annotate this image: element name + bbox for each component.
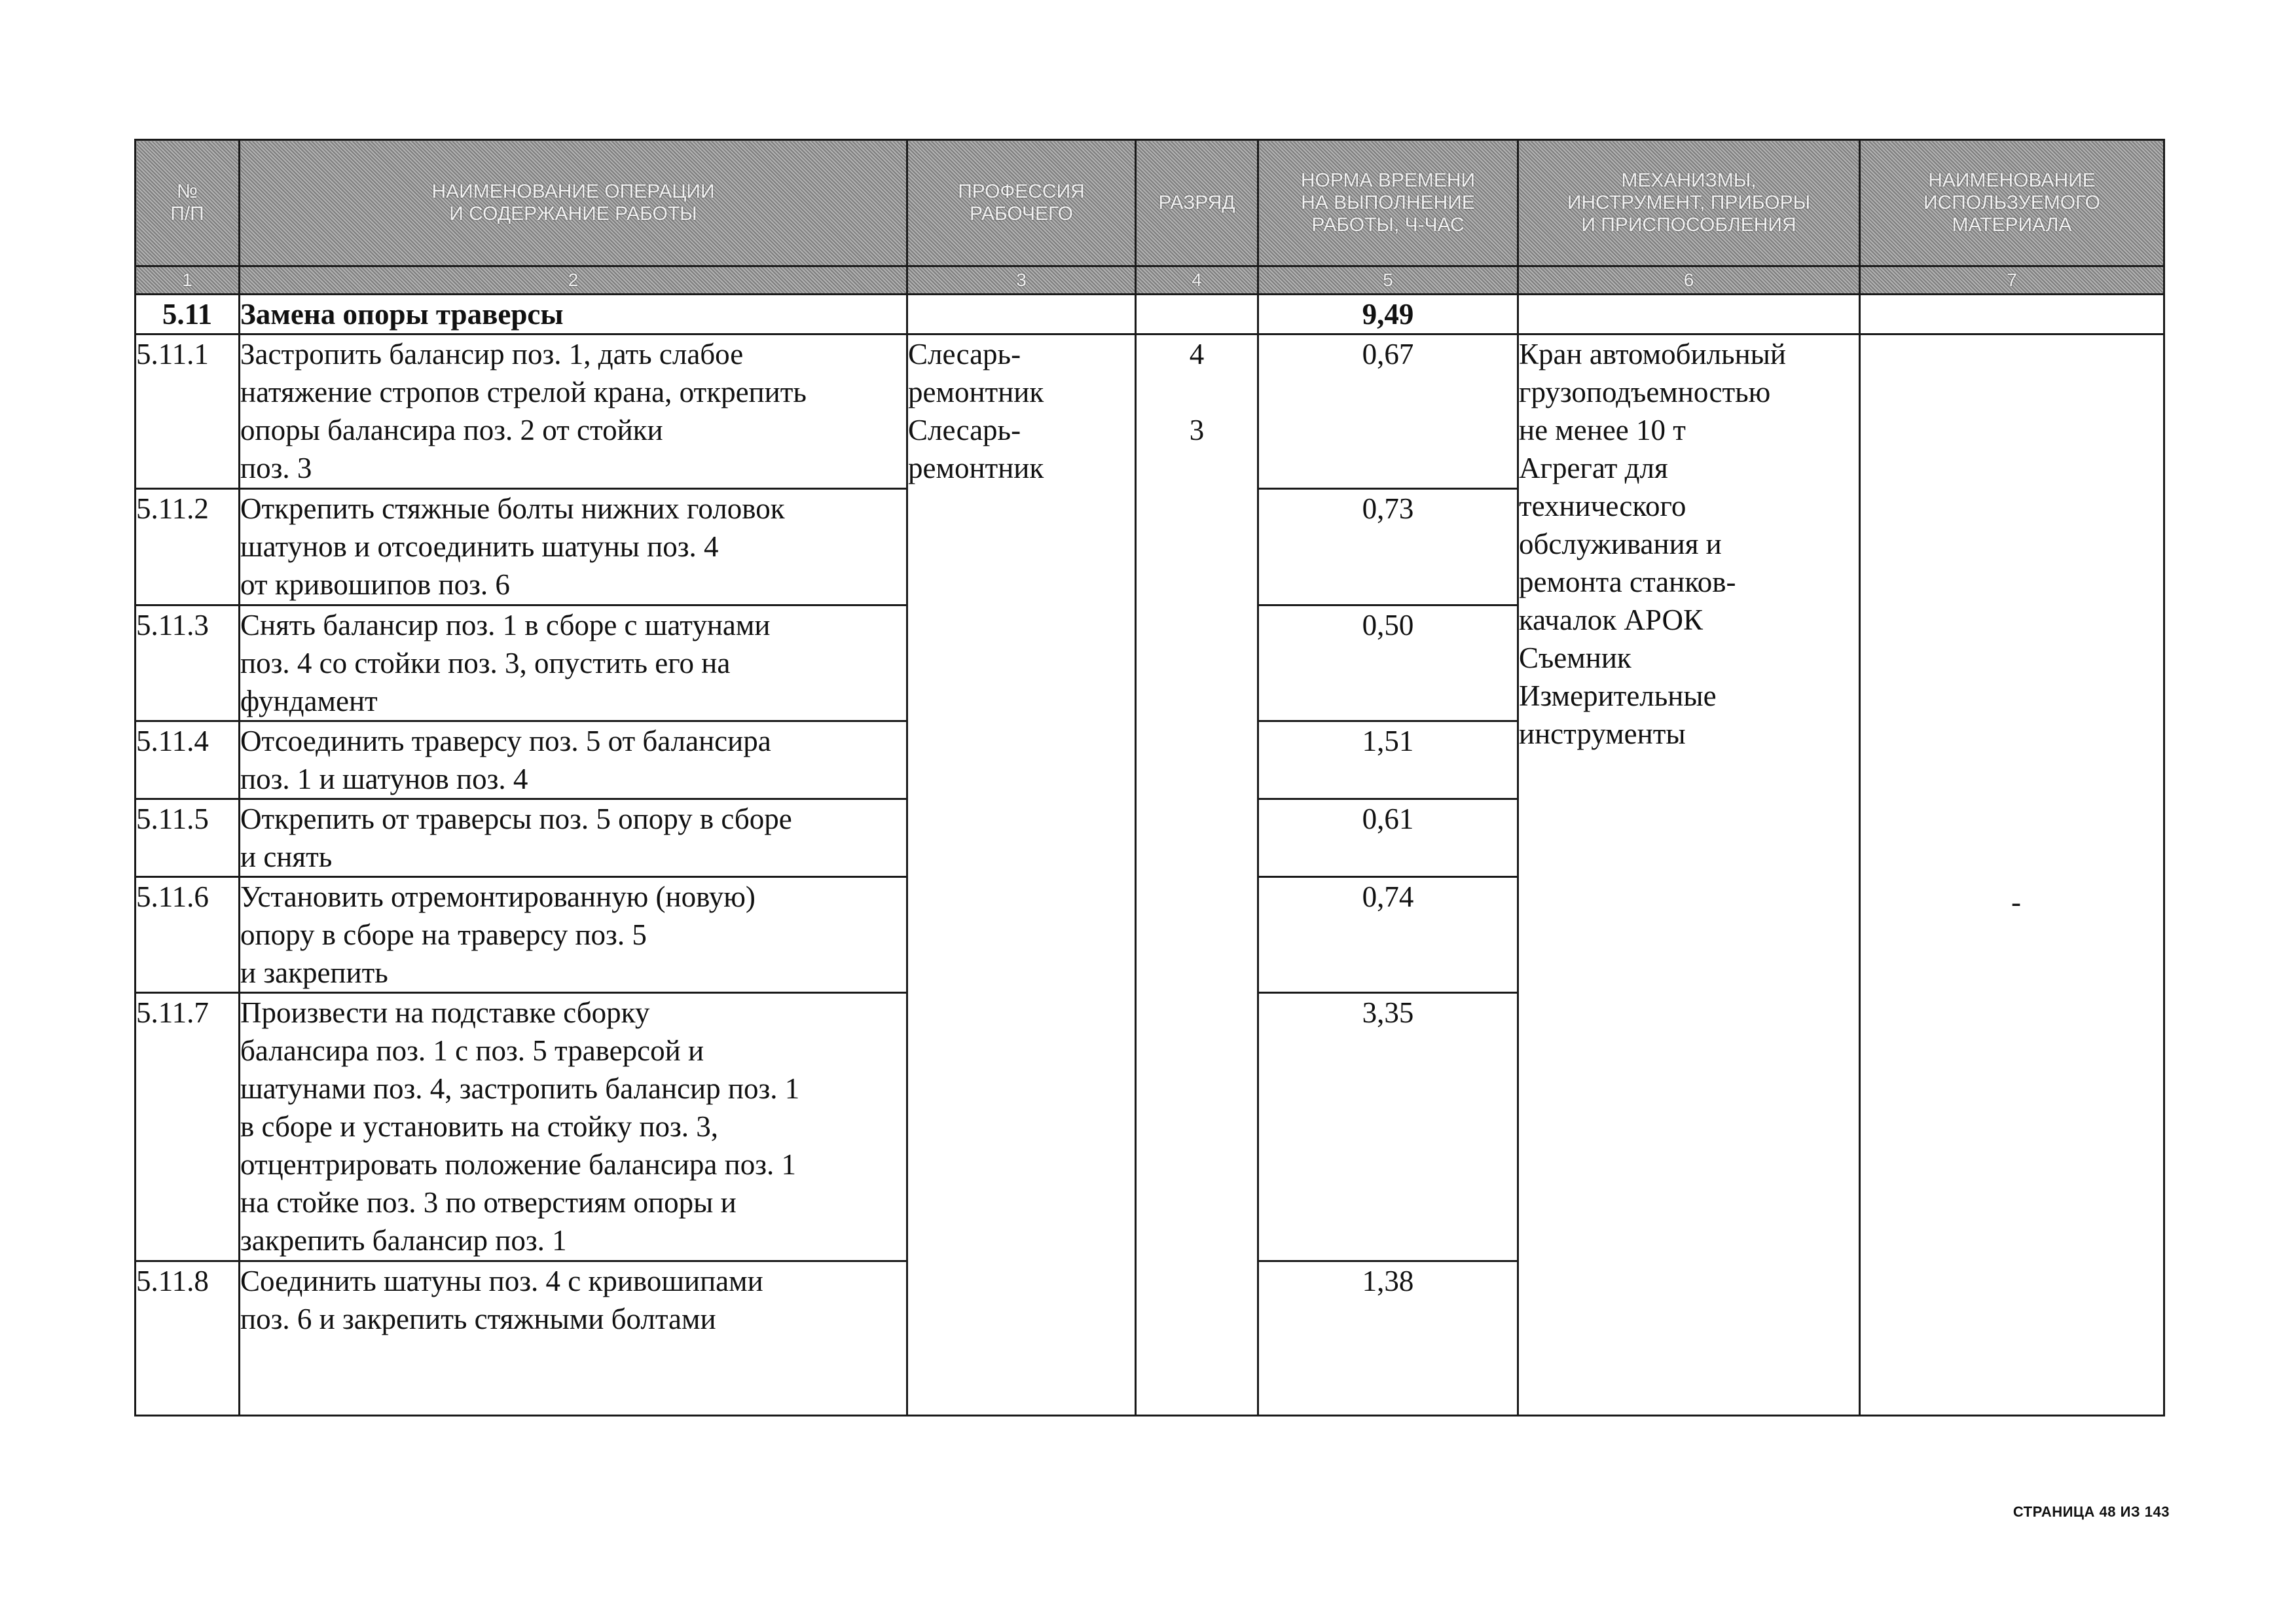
row-id: 5.11.2: [136, 489, 240, 605]
header-label: НОРМА ВРЕМЕНИ НА ВЫПОЛНЕНИЕ РАБОТЫ, Ч-ЧАС: [1300, 170, 1476, 236]
row-text: Произвести на подставке сборку балансира поз. 1 с поз. 5 траверсой и шатунами поз. 4, застропить балансир поз. 1 в сборе и установить на стойку поз. 3, отцентрировать положение балансира поз. 1 на стойке поз. 3 по отверстиям опоры и закрепить балансир поз. 1: [240, 993, 907, 1261]
row-id: 5.11.4: [136, 721, 240, 799]
row-id: 5.11.3: [136, 605, 240, 721]
row-text: Застропить балансир поз. 1, дать слабое натяжение стропов стрелой крана, открепить опоры балансира поз. 2 от стойки поз. 3: [240, 334, 907, 489]
row-norm: 3,35: [1258, 993, 1518, 1261]
header-number: [136, 140, 240, 266]
header-material: [1860, 140, 2164, 266]
row-id: 5.11.7: [136, 993, 240, 1261]
row-norm: 0,67: [1258, 334, 1518, 489]
section-norm: 9,49: [1258, 295, 1518, 334]
header-label: НАИМЕНОВАНИЕ ИСПОЛЬЗУЕМОГО МАТЕРИАЛА: [1923, 170, 2100, 236]
header-operation: [240, 140, 907, 266]
section-id: 5.11: [136, 295, 240, 334]
header-norm: [1258, 140, 1518, 266]
row-id: 5.11.5: [136, 799, 240, 877]
column-number-row: [136, 266, 2164, 295]
header-label: № П/П: [170, 181, 204, 225]
row-norm: 0,61: [1258, 799, 1518, 877]
row-text: Соединить шатуны поз. 4 с кривошипами поз. 6 и закрепить стяжными болтами: [240, 1261, 907, 1416]
column-number: 3: [907, 266, 1136, 295]
row-text: Открепить от траверсы поз. 5 опору в сборе и снять: [240, 799, 907, 877]
row-id: 5.11.1: [136, 334, 240, 489]
header-label: ПРОФЕССИЯ РАБОЧЕГО: [958, 181, 1085, 225]
row-norm: 1,51: [1258, 721, 1518, 799]
material-cell: [1860, 334, 2164, 1416]
section-material-empty: [1860, 295, 2164, 334]
material-value: -: [2011, 886, 2021, 918]
row-id: 5.11.6: [136, 877, 240, 993]
mechanisms-cell: Кран автомобильный грузоподъемностью не менее 10 т Агрегат для технического обслуживания и ремонта станков- качалок АРОК Съемник Измерительные инструменты: [1518, 334, 1860, 1416]
section-grade-empty: [1136, 295, 1258, 334]
header-label: НАИМЕНОВАНИЕ ОПЕРАЦИИ И СОДЕРЖАНИЕ РАБОТЫ: [431, 181, 715, 225]
header-grade: [1136, 140, 1258, 266]
row-norm: 0,73: [1258, 489, 1518, 605]
section-row: [136, 295, 2164, 334]
operations-table: [134, 139, 2165, 1416]
row-norm: 1,38: [1258, 1261, 1518, 1416]
section-title: Замена опоры траверсы: [240, 295, 907, 334]
column-number: 7: [1860, 266, 2164, 295]
row-text: Снять балансир поз. 1 в сборе с шатунами поз. 4 со стойки поз. 3, опустить его на фундамент: [240, 605, 907, 721]
header-profession: [907, 140, 1136, 266]
header-label: РАЗРЯД: [1158, 192, 1235, 213]
row-text: Отсоединить траверсу поз. 5 от балансира поз. 1 и шатунов поз. 4: [240, 721, 907, 799]
table-row: [136, 334, 2164, 489]
section-mechanisms-empty: [1518, 295, 1860, 334]
header-mechanisms: [1518, 140, 1860, 266]
row-id: 5.11.8: [136, 1261, 240, 1416]
grade-cell: 4 3: [1136, 334, 1258, 1416]
column-number: 2: [240, 266, 907, 295]
section-profession-empty: [907, 295, 1136, 334]
header-row: [136, 140, 2164, 266]
row-norm: 0,50: [1258, 605, 1518, 721]
row-norm: 0,74: [1258, 877, 1518, 993]
column-number: 4: [1136, 266, 1258, 295]
row-text: Установить отремонтированную (новую) опору в сборе на траверсу поз. 5 и закрепить: [240, 877, 907, 993]
column-number: 5: [1258, 266, 1518, 295]
header-label: МЕХАНИЗМЫ, ИНСТРУМЕНТ, ПРИБОРЫ И ПРИСПОСОБЛЕНИЯ: [1567, 170, 1811, 236]
row-text: Открепить стяжные болты нижних головок шатунов и отсоединить шатуны поз. 4 от кривошипов поз. 6: [240, 489, 907, 605]
column-number: 1: [136, 266, 240, 295]
profession-cell: Слесарь- ремонтник Слесарь- ремонтник: [907, 334, 1136, 1416]
column-number: 6: [1518, 266, 1860, 295]
page-number: СТРАНИЦА 48 ИЗ 143: [2013, 1504, 2170, 1520]
